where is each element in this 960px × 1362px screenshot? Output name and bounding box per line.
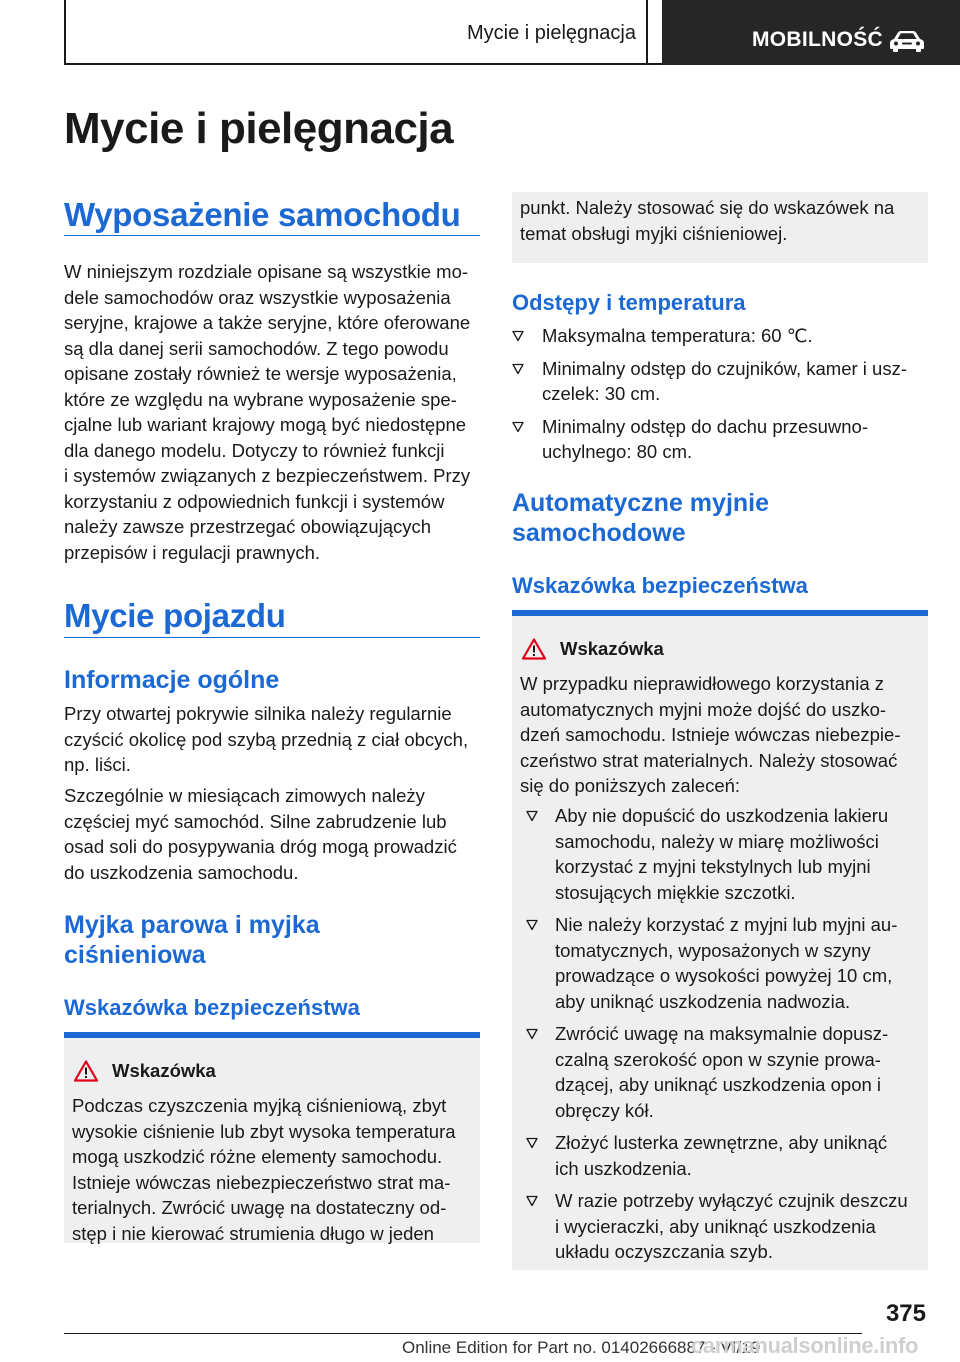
heading-rule-washing [64,637,480,638]
bullet-triangle-icon [526,810,538,822]
text-line: W razie potrzeby wyłączyć czujnik deszczu [555,1190,908,1211]
list-item [512,356,928,407]
list-item [512,323,928,349]
text-line: Podczas czyszczenia myjką ciśnieniową, zbyt [72,1095,447,1116]
text-line: układu oczyszczania szyb. [555,1241,773,1262]
warning-text-left [72,1093,456,1246]
text-line: prowadzące o wysokości powyżej 10 cm, [555,965,893,986]
list-item [526,1130,921,1181]
text-line: częściej myć samochód. Silne zabrudzenie lub [64,810,447,832]
bullet-triangle-icon [512,363,524,375]
text-line: dzeń samochodu. Istnieje wówczas niebezpie- [520,724,901,745]
text-line: się do poniższych zaleceń: [520,775,741,796]
heading-automatic-carwash [512,488,928,548]
text-line: temat obsługi myjki ciśnieniowej. [520,222,788,244]
bullet-triangle-icon [526,1195,538,1207]
text-line: stosujących miękkie szczotki. [555,881,796,903]
text-line: Nie należy korzystać z myjni lub myjni au- [555,914,898,935]
warning-header-right [522,638,664,660]
text-line: wysokie ciśnienie lub zbyt wysoka temperatura [72,1120,456,1142]
header-rule-divider [646,0,648,64]
list-item [526,1021,921,1123]
text-line: mogą uszkodzić różne elementy samochodu. [72,1146,443,1167]
text-line: Przy otwartej pokrywie silnika należy regularnie [64,703,452,724]
bullet-triangle-icon [512,421,524,433]
bullet-triangle-icon [526,919,538,931]
text-line: do uszkodzenia samochodu. [64,861,299,883]
text-line: W niniejszym rozdziale opisane są wszystkie mo- [64,261,469,282]
text-line: punkt. Należy stosować się do wskazówek na [520,197,895,218]
heading-general-info: Informacje ogólne [64,666,280,694]
text-line: czeństwo strat materialnych. Należy stosować [520,749,898,771]
heading-line: Automatyczne myjnie [512,489,770,517]
header-section-title: Mycie i pielęgnacja [467,22,636,44]
heading-line: samochodowe [512,519,686,547]
warning-triangle-icon [74,1060,98,1082]
heading-steam-cleaner [64,910,480,970]
text-line: należy zawsze przestrzegać obowiązujących [64,516,432,537]
page-number: 375 [885,1300,926,1327]
warning-text-continued [520,195,894,246]
bullet-triangle-icon [526,1137,538,1149]
distances-list [512,323,928,465]
text-line: np. liści. [64,754,131,775]
text-line: przepisów i regulacji prawnych. [64,541,321,563]
text-line: stęp i nie kierować strumienia długo w jeden [72,1222,434,1244]
text-line: korzystać z myjni tekstylnych lub myjni [555,856,871,877]
text-line: korzystaniu z odpowiednich funkcji i systemów [64,490,445,512]
text-line: terialnych. Zwrócić uwagę na dostateczny od- [72,1197,447,1218]
text-line: aby uniknąć uszkodzenia nadwozia. [555,990,851,1012]
footer-edition: Online Edition for Part no. 01402666887 - VI/19 [402,1338,761,1357]
header-rule-bottom [64,63,662,65]
washing-paragraph-1 [64,701,480,778]
text-line: opisane zostały również te wersje wyposażenia, [64,363,457,384]
list-item [512,414,928,465]
text-line: Istnieje wówczas niebezpieczeństwo strat ma- [72,1171,451,1193]
text-line: są dla danej serii samochodów. Z tego powodu [64,337,449,359]
text-line: i wycieraczki, aby uniknąć uszkodzenia [555,1215,876,1237]
text-line: seryjne, krajowe a także seryjne, które oferowane [64,312,471,333]
text-line: ich uszkodzenia. [555,1157,692,1179]
text-line: dla danego modelu. Dotyczy to również funkcji [64,439,445,461]
warning-text-right [520,671,901,799]
warning-label: Wskazówka [112,1060,216,1081]
heading-equipment: Wyposażenie samochodu [64,196,461,233]
text-line: Minimalny odstęp do czujników, kamer i usz- [542,357,908,379]
heading-line: ciśnieniowa [64,941,206,969]
text-line: Minimalny odstęp do dachu przesuwno- [542,415,868,437]
car-icon [889,30,925,52]
text-line: które ze względu na wybrane wyposażenie spe- [64,388,457,410]
text-line: i systemów związanych z bezpieczeństwem. Przy [64,465,471,486]
heading-distances: Odstępy i temperatura [512,290,746,315]
text-line: dele samochodów oraz wszystkie wyposażenia [64,286,451,308]
list-item [526,912,921,1014]
carwash-list [526,803,921,1265]
list-item [526,1188,921,1265]
text-line: cjalne lub wariant krajowy mogą być niedostępne [64,414,467,435]
heading-line: Myjka parowa i myjka [64,911,320,939]
text-line: obręczy kół. [555,1099,654,1121]
text-line: Aby nie dopuścić do uszkodzenia lakieru [555,805,889,826]
text-line: osad soli do posypywania dróg mogą prowadzić [64,836,457,857]
bullet-triangle-icon [526,1028,538,1040]
heading-safety-note-left: Wskazówka bezpieczeństwa [64,995,360,1020]
text-line: czalną szerokość opon w szynie prowa- [555,1048,881,1070]
text-line: Zwrócić uwagę na maksymalnie dopusz- [555,1023,889,1044]
text-line: Szczególnie w miesiącach zimowych należy [64,785,425,806]
text-line: tomatycznych, wyposażonych w szyny [555,939,871,961]
equipment-paragraph [64,259,480,565]
page-title: Mycie i pielęgnacja [64,104,454,153]
text-line: Maksymalna temperatura: 60 ℃. [542,325,813,346]
text-line: czyścić okolicę pod szybą przednią z ciał obcych, [64,728,469,750]
heading-washing: Mycie pojazdu [64,597,286,634]
text-line: uchylnego: 80 cm. [542,441,693,462]
washing-paragraph-2 [64,783,480,885]
warning-label: Wskazówka [560,638,664,659]
text-line: automatycznych myjni może dojść do uszko- [520,698,887,720]
heading-safety-note-right: Wskazówka bezpieczeństwa [512,573,808,598]
text-line: Złożyć lusterka zewnętrzne, aby uniknąć [555,1132,888,1153]
heading-rule-equipment [64,235,480,236]
text-line: W przypadku nieprawidłowego korzystania z [520,673,885,694]
text-line: samochodu, należy w miarę możliwości [555,830,879,852]
bullet-triangle-icon [512,330,524,342]
text-line: dzącej, aby uniknąć uszkodzenia opon i [555,1074,882,1095]
header-category-label: MOBILNOŚĆ [752,28,884,51]
warning-header-left [74,1060,216,1082]
footer-watermark: carmanualsonline.info [691,1333,919,1358]
warning-triangle-icon [522,638,546,660]
text-line: czelek: 30 cm. [542,383,661,404]
list-item [526,803,921,905]
